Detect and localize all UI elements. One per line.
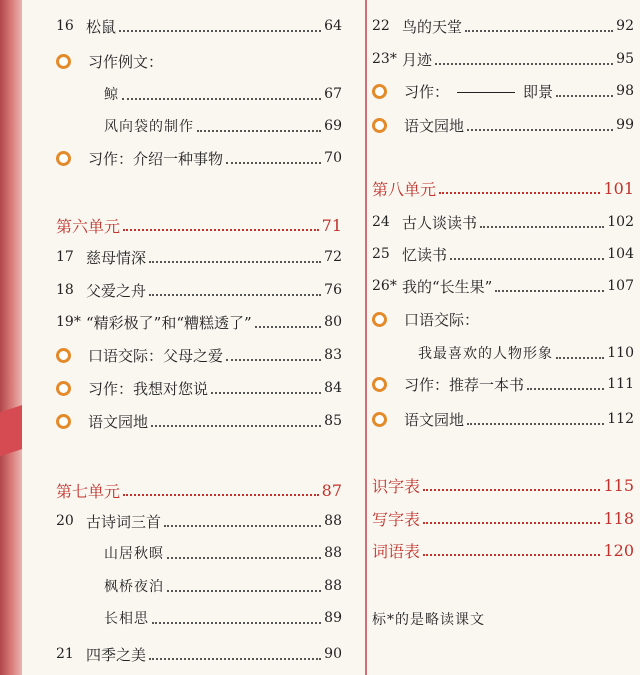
- toc-entry[interactable]: [56, 341, 342, 369]
- entry-title: 松鼠: [86, 17, 117, 36]
- ring-icon: [372, 412, 404, 427]
- ring-icon: [372, 377, 404, 392]
- toc-entry[interactable]: [56, 80, 342, 108]
- page-number: 101: [603, 178, 634, 198]
- dot-leader: [149, 261, 321, 263]
- fill-in-blank: [457, 92, 515, 93]
- page-number: 120: [603, 540, 634, 560]
- toc-entry[interactable]: [372, 208, 634, 236]
- dot-leader: [556, 357, 604, 359]
- ring-icon: [56, 414, 88, 429]
- page-number: 70: [324, 150, 342, 166]
- toc-entry[interactable]: [372, 77, 634, 105]
- toc-entry[interactable]: [372, 111, 634, 139]
- entry-title: 第七单元: [56, 481, 121, 501]
- dot-leader: [480, 226, 604, 228]
- entry-title: 习作：推荐一本书: [404, 375, 525, 394]
- dot-leader: [167, 557, 321, 559]
- entry-title: 我的“长生果”: [402, 277, 493, 296]
- lesson-number: 23*: [372, 51, 397, 67]
- page-number: 118: [603, 508, 634, 528]
- page-number: 110: [607, 345, 634, 361]
- page-number: 89: [324, 610, 342, 626]
- lesson-number: 26*: [372, 278, 397, 294]
- page-number: 95: [616, 51, 634, 67]
- entry-title: 四季之美: [86, 645, 147, 664]
- entry-title: 识字表: [372, 476, 421, 496]
- toc-entry[interactable]: [56, 112, 342, 140]
- toc-entry[interactable]: [372, 339, 634, 367]
- toc-entry[interactable]: [56, 144, 342, 172]
- entry-title: 鸟的天堂: [402, 17, 463, 36]
- toc-entry[interactable]: [56, 640, 342, 668]
- dot-leader: [123, 494, 319, 496]
- dot-leader: [556, 95, 613, 97]
- lesson-number: 25: [372, 246, 390, 262]
- toc-entry[interactable]: [372, 12, 634, 40]
- page-number: 107: [607, 278, 634, 294]
- dot-leader: [197, 130, 321, 132]
- entry-title: 第八单元: [372, 179, 437, 199]
- entry-title: 语文园地: [88, 412, 149, 431]
- dot-leader: [467, 129, 613, 131]
- toc-entry[interactable]: [56, 47, 342, 75]
- page-number: 88: [324, 513, 342, 529]
- page-number: 104: [607, 246, 634, 262]
- page-number: 76: [324, 282, 342, 298]
- dot-leader: [167, 590, 321, 592]
- page-number: 83: [324, 347, 342, 363]
- entry-title: [404, 81, 553, 102]
- entry-title: 第六单元: [56, 216, 121, 236]
- entry-title: 习作：我想对您说: [88, 379, 209, 398]
- toc-entry[interactable]: [56, 243, 342, 271]
- entry-title: 语文园地: [404, 410, 465, 429]
- page-number: 71: [321, 215, 342, 235]
- toc-entry[interactable]: [372, 504, 634, 532]
- toc-entry[interactable]: [372, 174, 634, 202]
- toc-entry[interactable]: [56, 276, 342, 304]
- entry-title: 习作：介绍一种事物: [88, 149, 224, 168]
- lesson-number: 20: [56, 513, 74, 529]
- entry-title: 鲸: [104, 87, 119, 103]
- toc-entry[interactable]: [372, 370, 634, 398]
- entry-title-suffix: 即景: [523, 82, 554, 101]
- lesson-number: 22: [372, 18, 390, 34]
- page-number: 92: [616, 18, 634, 34]
- lesson-number: 18: [56, 282, 74, 298]
- page-number: 111: [607, 376, 634, 392]
- page-number: 87: [321, 480, 342, 500]
- page-number: 72: [324, 249, 342, 265]
- entry-title: 风向袋的制作: [104, 119, 194, 135]
- toc-entry[interactable]: [372, 471, 634, 499]
- dot-leader: [226, 162, 321, 164]
- entry-title: 枫桥夜泊: [104, 579, 164, 595]
- dot-leader: [467, 423, 604, 425]
- toc-entry[interactable]: [56, 308, 342, 336]
- toc-entry[interactable]: [56, 374, 342, 402]
- dot-leader: [439, 192, 600, 194]
- toc-entry[interactable]: [56, 539, 342, 567]
- page-number: 102: [607, 214, 634, 230]
- lesson-number: 16: [56, 18, 74, 34]
- dot-leader: [122, 98, 321, 100]
- entry-title: 父爱之舟: [86, 281, 147, 300]
- page-number: 88: [324, 545, 342, 561]
- toc-entry[interactable]: [56, 572, 342, 600]
- dot-leader: [423, 522, 600, 524]
- page-number: 85: [324, 413, 342, 429]
- toc-entry[interactable]: [372, 272, 634, 300]
- page-number: 64: [324, 18, 342, 34]
- entry-title: “精彩极了”和“糟糕透了”: [86, 313, 252, 332]
- page-number: 115: [603, 475, 634, 495]
- page-number: 90: [324, 646, 342, 662]
- dot-leader: [151, 425, 321, 427]
- dot-leader: [226, 359, 321, 361]
- ring-icon: [56, 151, 88, 166]
- page-number: 84: [324, 380, 342, 396]
- entry-title: 长相思: [104, 611, 149, 627]
- toc-page: [22, 0, 640, 675]
- entry-title: 古诗词三首: [86, 512, 162, 531]
- entry-title: 习作例文：: [88, 52, 164, 71]
- dot-leader: [123, 229, 319, 231]
- ring-icon: [372, 312, 404, 327]
- page-number: 88: [324, 578, 342, 594]
- dot-leader: [149, 658, 321, 660]
- entry-title: 慈母情深: [86, 248, 147, 267]
- ring-icon: [56, 54, 88, 69]
- dot-leader: [119, 30, 321, 32]
- toc-entry[interactable]: [56, 211, 342, 239]
- toc-entry[interactable]: [56, 476, 342, 504]
- footnote: 标*的是略读课文: [372, 612, 485, 628]
- toc-entry[interactable]: [56, 12, 342, 40]
- toc-entry[interactable]: [56, 604, 342, 632]
- dot-leader: [435, 63, 613, 65]
- ring-icon: [56, 381, 88, 396]
- entry-title: 月迹: [402, 50, 433, 69]
- page-number: 99: [616, 117, 634, 133]
- entry-title: 口语交际：: [404, 310, 480, 329]
- dot-leader: [164, 525, 321, 527]
- dot-leader: [152, 622, 321, 624]
- toc-entry[interactable]: [56, 407, 342, 435]
- page-number: 98: [616, 83, 634, 99]
- dot-leader: [423, 554, 600, 556]
- entry-title: 古人谈读书: [402, 213, 478, 232]
- entry-title: 忆读书: [402, 245, 448, 264]
- dot-leader: [450, 258, 604, 260]
- page-number: 67: [324, 86, 342, 102]
- entry-title: 语文园地: [404, 116, 465, 135]
- ring-icon: [372, 84, 404, 99]
- dot-leader: [465, 30, 613, 32]
- toc-entry[interactable]: [56, 507, 342, 535]
- entry-title: 山居秋暝: [104, 546, 164, 562]
- entry-title-prefix: 习作：: [404, 82, 450, 101]
- dot-leader: [255, 326, 321, 328]
- entry-title: 口语交际：父母之爱: [88, 346, 224, 365]
- entry-title: 词语表: [372, 541, 421, 561]
- dot-leader: [211, 392, 321, 394]
- toc-entry[interactable]: [372, 536, 634, 564]
- page-number: 69: [324, 118, 342, 134]
- toc-entry[interactable]: [372, 405, 634, 433]
- ring-icon: [372, 118, 404, 133]
- dot-leader: [527, 388, 604, 390]
- ring-icon: [56, 348, 88, 363]
- lesson-number: 21: [56, 646, 74, 662]
- dot-leader: [423, 489, 600, 491]
- toc-entry[interactable]: [372, 240, 634, 268]
- dot-leader: [149, 294, 321, 296]
- entry-title: 我最喜欢的人物形象: [418, 346, 553, 362]
- page-number: 112: [607, 411, 634, 427]
- entry-title: 写字表: [372, 509, 421, 529]
- lesson-number: 24: [372, 214, 390, 230]
- dot-leader: [495, 290, 604, 292]
- column-divider: [365, 0, 367, 675]
- page-number: 80: [324, 314, 342, 330]
- toc-entry[interactable]: [372, 45, 634, 73]
- toc-entry[interactable]: [372, 305, 634, 333]
- lesson-number: 19*: [56, 314, 81, 330]
- lesson-number: 17: [56, 249, 74, 265]
